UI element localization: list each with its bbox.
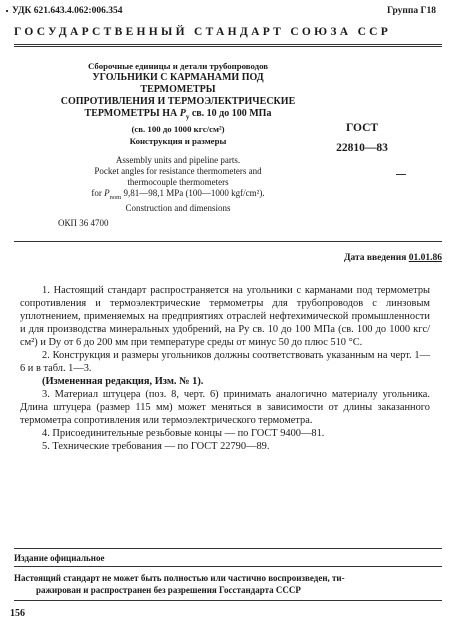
- heading-rule-bottom: [14, 46, 442, 47]
- footer-rule-bottom: [14, 600, 442, 601]
- official-edition-label: Издание официальное: [14, 553, 105, 563]
- footer-rule-top: [14, 548, 442, 549]
- title-line-2: УГОЛЬНИКИ С КАРМАНАМИ ПОД ТЕРМОМЕТРЫ: [92, 72, 264, 95]
- en-title-line-4: for $P_{nom}$ 9,81—98,1 MPa (100—1000 kgf/cm²).: [91, 188, 265, 201]
- title-line-3: СОПРОТИВЛЕНИЯ И ТЕРМОЭЛЕКТРИЧЕСКИЕ: [60, 96, 296, 107]
- title-line-4: ТЕРМОМЕТРЫ НА $P_у$ св. 10 до 100 МПа: [84, 108, 272, 121]
- paragraph-2: 2. Конструкция и размеры угольников должны соответствовать указанным на черт. 1—6 и в табл. 1—3.: [20, 350, 430, 374]
- effective-date: Дата введения 01.01.86: [343, 253, 442, 263]
- english-title-block: [58, 155, 298, 214]
- margin-mark: [6, 10, 8, 12]
- heading-rule-top: [14, 44, 442, 45]
- udk-code: УДК 621.643.4.062:006.354: [12, 6, 123, 16]
- copyright-notice: [14, 572, 438, 596]
- paragraph-4: 4. Присоединительные резьбовые концы — по ГОСТ 9400—81.: [42, 428, 325, 439]
- gost-dash: [396, 174, 406, 175]
- amendment-note: (Измененная редакция, Изм. № 1).: [42, 376, 204, 387]
- russian-title-block: [58, 60, 298, 147]
- gost-label: ГОСТ: [345, 122, 379, 134]
- gost-designation: [322, 118, 402, 158]
- state-standard-heading: ГОСУДАРСТВЕННЫЙ СТАНДАРТ СОЮЗА ССР: [14, 26, 392, 38]
- title-separator-rule: [14, 241, 442, 242]
- footer-rule-middle: [14, 566, 442, 567]
- effective-date-value: 01.01.86: [408, 253, 442, 263]
- title-line-5: (св. 100 до 1000 кгс/см²): [131, 124, 225, 134]
- paragraph-1: 1. Настоящий стандарт распространяется на угольники с карманами под термометры сопротивления и термоэлектрические термометры для трубопроводов с линзовым уплотнением, применяемых на предприятиях отраслей нефтехимической промышленности и для производства минеральных удобрений, на Pу св. 10 до 100 МПа (св. 100 до 1000 кгс/см²) и Dу от 6 до 200 мм при температуре среды от минус 50 до плюс 510 °С.: [20, 285, 430, 348]
- title-line-6: Конструкция и размеры: [129, 136, 227, 146]
- gost-number: 22810—83: [336, 142, 388, 154]
- en-title-line-5: Construction and dimensions: [125, 202, 231, 213]
- group-code: Группа Г18: [387, 6, 436, 16]
- page-number: 156: [10, 608, 25, 619]
- title-line-1: Сборочные единицы и детали трубопроводов: [87, 61, 269, 71]
- okp-code: ОКП 36 4700: [58, 218, 109, 228]
- copyright-notice-line-2: ражирован и распространен без разрешения Госстандарта СССР: [36, 585, 301, 595]
- paragraph-3: 3. Материал штуцера (поз. 8, черт. 6) принимать аналогично материалу угольника. Длина штуцера (размер 115 мм) может меняться в зависимости от длины заказанного термометра сопротивления или термоэлектрического термометра.: [20, 389, 430, 426]
- paragraph-5: 5. Технические требования — по ГОСТ 22790—89.: [42, 441, 270, 452]
- en-title-line-3: thermocouple thermometers: [127, 177, 229, 187]
- standard-body: [20, 284, 430, 453]
- en-title-line-1: Assembly units and pipeline parts.: [115, 155, 241, 165]
- en-title-line-2: Pocket angles for resistance thermometers and: [94, 166, 262, 176]
- copyright-notice-line-1: Настоящий стандарт не может быть полностью или частично воспроизведен, ти-: [14, 573, 345, 583]
